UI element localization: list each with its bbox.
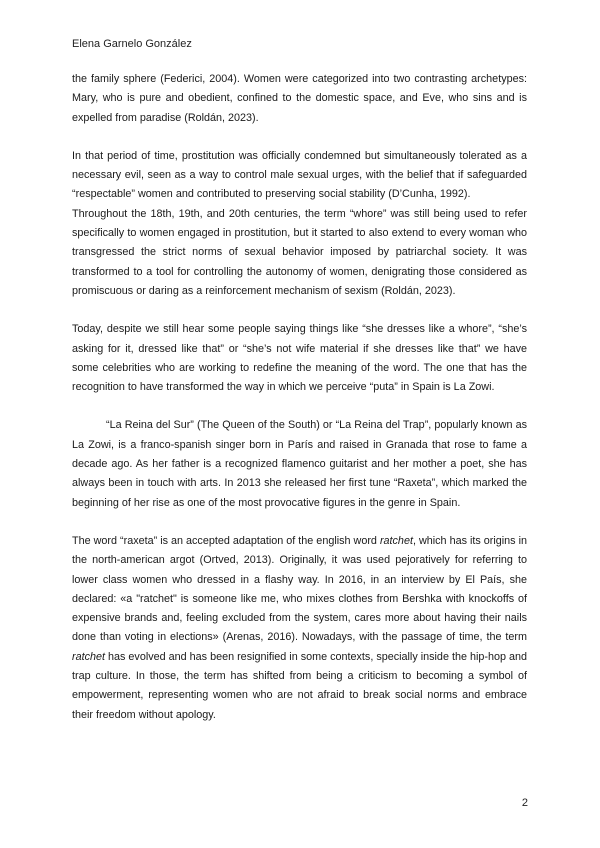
paragraph-6-text-c: has evolved and has been resignified in some contexts, specially inside the hip-hop and trap culture. In those, the term has shifted from being a criticism to becoming a symbol of empowerment, representing women who are not afraid to break social norms and embrace their freedom without apology. [72, 650, 527, 721]
italic-term-ratchet: ratchet [379, 534, 413, 547]
paragraph-2: In that period of time, prostitution was officially condemned but simultaneously tolerated as a necessary evil, seen as a way to control male sexual urges, with the belief that if safeguarded “respectable” women and contributed to preserving social stability (D’Cunha, 1992). [72, 149, 527, 201]
running-header-author: Elena Garnelo González [72, 38, 192, 50]
paragraph-6 [72, 532, 527, 725]
paragraph-6-text-b: , which has its origins in the north-american argot (Ortved, 2013). Originally, it was used pejoratively for referring to lower class women who dressed in a flashy way. In 2016, in an interview by El País, she declared: «a "ratchet" is someone like me, who mixes clothes from Bershka with knockoffs of expensive brands and, feeling excluded from the system, cares more about having their nails done than voting in elections» (Arenas, 2016). Nowadays, with the passage of time, the term [72, 534, 527, 644]
paragraph-3: Throughout the 18th, 19th, and 20th centuries, the term “whore” was still being used to refer specifically to women engaged in prostitution, but it started to also extend to every woman who transgressed the strict norms of sexual behavior imposed by patriarchal society. It was transformed to a tool for controlling the autonomy of women, denigrating those considered as promiscuous or daring as a reinforcement mechanism of sexism (Roldán, 2023). [72, 207, 527, 297]
italic-term-ratchet: ratchet [72, 650, 106, 663]
body-text [72, 70, 527, 725]
paragraph-1: the family sphere (Federici, 2004). Women were categorized into two contrasting archetypes: Mary, who is pure and obedient, confined to the domestic space, and Eve, who sins and is expelled from paradise (Roldán, 2023). [72, 73, 527, 124]
paragraph-5: “La Reina del Sur” (The Queen of the South) or “La Reina del Trap”, popularly known as La Zowi, is a franco-spanish singer born in París and raised in Granada that rose to fame a decade ago. As her father is a recognized flamenco guitarist and her mother a poet, she has always been in touch with arts. In 2013 she released her first tune “Raxeta”, which marked the beginning of her rise as one of the most provocative figures in the genre in Spain. [72, 419, 527, 509]
paragraph-4: Today, despite we still hear some people saying things like “she dresses like a whore”, “she’s asking for it, dressed like that” or “she’s not wife material if she dresses like that” we have some celebrities who are working to redefine the meaning of the word. The one that has the recognition to have transformed the way in which we perceive “puta” in Spain is La Zowi. [72, 323, 527, 394]
page-number: 2 [521, 797, 528, 809]
paragraph-6-text-a: The word “raxeta” is an accepted adaptation of the english word [72, 534, 380, 547]
